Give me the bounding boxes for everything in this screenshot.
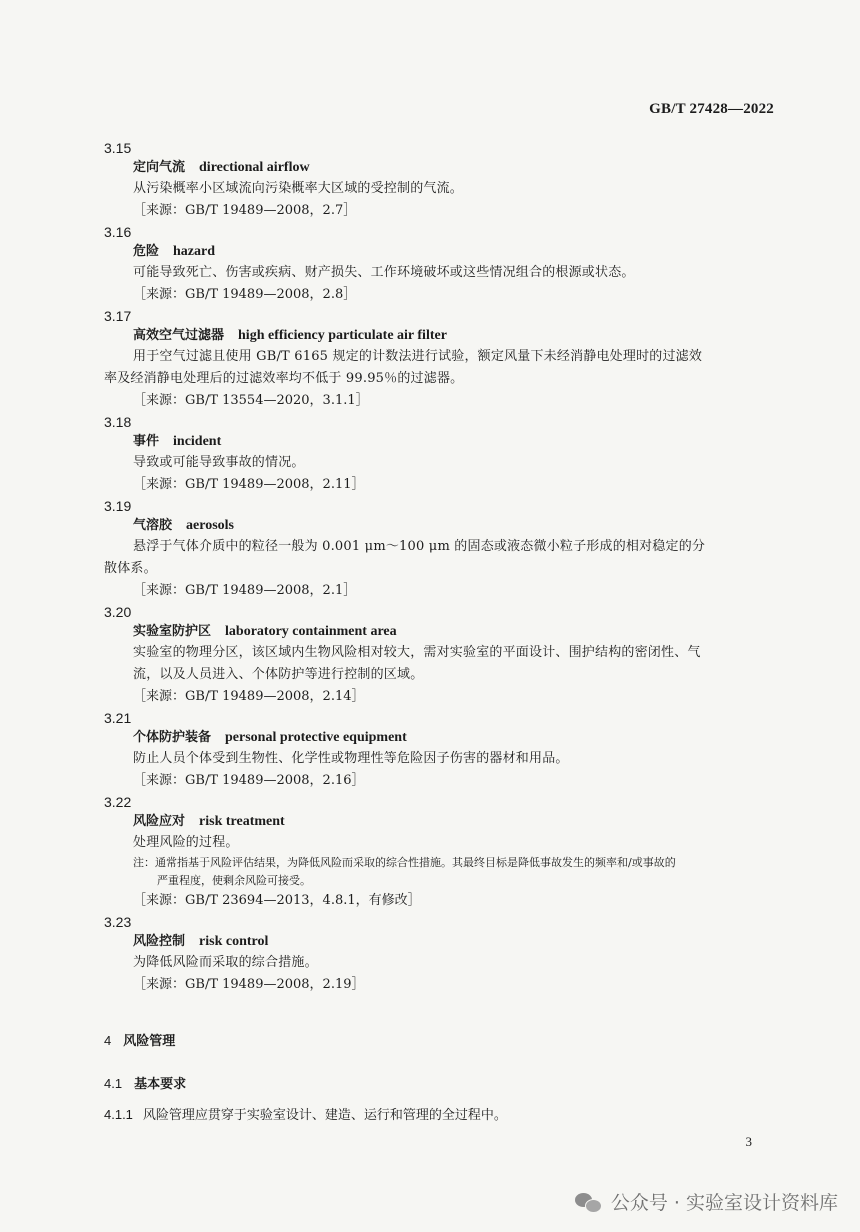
term-entry — [104, 496, 784, 602]
term-source: ［来源：GB/T 19489—2008，2.8］ — [133, 287, 357, 302]
standard-number: GB/T 27428—2022 — [649, 101, 774, 117]
term-definition: 实验室的物理分区，该区域内生物风险相对较大，需对实验室的平面设计、围护结构的密闭性、气 — [133, 645, 701, 660]
term-entry — [104, 306, 784, 412]
subsection-title: 基本要求 — [134, 1077, 187, 1092]
term-note-line: 注：通常指基于风险评估结果，为降低风险而采取的综合性措施。其最终目标是降低事故发生的频率和/或事故的 — [133, 856, 676, 869]
term-entry — [104, 912, 784, 996]
term-zh: 危险 — [133, 244, 160, 259]
wechat-icon — [575, 1191, 603, 1213]
term-entry — [104, 708, 784, 792]
term-entry — [104, 412, 784, 496]
section-heading — [104, 1030, 175, 1049]
term-number: 3.20 — [104, 604, 132, 620]
watermark-text: 公众号 · 实验室设计资料库 — [610, 1192, 838, 1214]
section-title: 风险管理 — [123, 1034, 176, 1049]
term-source: ［来源：GB/T 19489—2008，2.19］ — [133, 977, 365, 992]
term-note — [104, 854, 784, 890]
term-definition: 为降低风险而采取的综合措施。 — [133, 955, 318, 970]
term-definition: 悬浮于气体介质中的粒径一般为 0.001 μm～100 μm 的固态或液态微小粒子形成的相对稳定的分 — [133, 539, 706, 554]
term-en: risk control — [199, 934, 269, 949]
term-en: aerosols — [186, 518, 234, 533]
term-en: directional airflow — [199, 160, 310, 175]
term-number: 3.21 — [104, 710, 132, 726]
term-definition-cont: 流，以及人员进入、个体防护等进行控制的区域。 — [133, 667, 424, 682]
page-number: 3 — [745, 1134, 752, 1149]
term-en: risk treatment — [199, 814, 285, 829]
term-en: personal protective equipment — [225, 730, 407, 745]
term-en: high efficiency particulate air filter — [238, 328, 447, 343]
term-source: ［来源：GB/T 19489—2008，2.1］ — [133, 583, 357, 598]
term-definition: 可能导致死亡、伤害或疾病、财产损失、工作环境破坏或这些情况组合的根源或状态。 — [133, 265, 635, 280]
term-number: 3.15 — [104, 140, 132, 156]
term-definition: 处理风险的过程。 — [133, 835, 239, 850]
term-number: 3.19 — [104, 498, 132, 514]
term-zh: 风险应对 — [133, 814, 186, 829]
term-definition-cont: 率及经消静电处理后的过滤效率均不低于 99.95％的过滤器。 — [104, 371, 464, 386]
term-definition: 防止人员个体受到生物性、化学性或物理性等危险因子伤害的器材和用品。 — [133, 751, 569, 766]
term-definition: 用于空气过滤且使用 GB/T 6165 规定的计数法进行试验，额定风量下未经消静电处理时的过滤效 — [133, 349, 703, 364]
section-number: 4 — [104, 1033, 112, 1048]
term-number: 3.22 — [104, 794, 132, 810]
term-definition: 从污染概率小区域流向污染概率大区域的受控制的气流。 — [133, 181, 464, 196]
term-zh: 事件 — [133, 434, 160, 449]
term-definition: 导致或可能导致事故的情况。 — [133, 455, 305, 470]
term-source: ［来源：GB/T 19489—2008，2.11］ — [133, 477, 365, 492]
term-zh: 风险控制 — [133, 934, 186, 949]
subsection-heading — [104, 1073, 186, 1092]
term-source: ［来源：GB/T 19489—2008，2.7］ — [133, 203, 357, 218]
clause-text: 风险管理应贯穿于实验室设计、建造、运行和管理的全过程中。 — [142, 1108, 507, 1123]
term-source: ［来源：GB/T 23694—2013，4.8.1，有修改］ — [133, 893, 421, 908]
term-zh: 气溶胶 — [133, 518, 173, 533]
terms-list — [104, 138, 784, 996]
term-source: ［来源：GB/T 19489—2008，2.16］ — [133, 773, 365, 788]
term-source: ［来源：GB/T 19489—2008，2.14］ — [133, 689, 365, 704]
term-zh: 个体防护装备 — [133, 730, 212, 745]
clause — [104, 1104, 507, 1123]
watermark — [575, 1188, 838, 1215]
term-en: laboratory containment area — [225, 624, 397, 639]
term-entry — [104, 602, 784, 708]
term-zh: 实验室防护区 — [133, 624, 212, 639]
term-number: 3.16 — [104, 224, 132, 240]
clause-number: 4.1.1 — [104, 1107, 133, 1122]
term-source: ［来源：GB/T 13554—2020，3.1.1］ — [133, 393, 369, 408]
term-entry — [104, 222, 784, 306]
term-definition-cont: 散体系。 — [104, 561, 157, 576]
term-entry — [104, 792, 784, 912]
term-number: 3.17 — [104, 308, 132, 324]
term-en: incident — [173, 434, 222, 449]
term-zh: 定向气流 — [133, 160, 186, 175]
term-en: hazard — [173, 244, 216, 259]
term-number: 3.18 — [104, 414, 132, 430]
term-zh: 高效空气过滤器 — [133, 328, 225, 343]
term-note-line: 严重程度，使剩余风险可接受。 — [157, 874, 311, 887]
term-number: 3.23 — [104, 914, 132, 930]
term-entry — [104, 138, 784, 222]
subsection-number: 4.1 — [104, 1076, 123, 1091]
